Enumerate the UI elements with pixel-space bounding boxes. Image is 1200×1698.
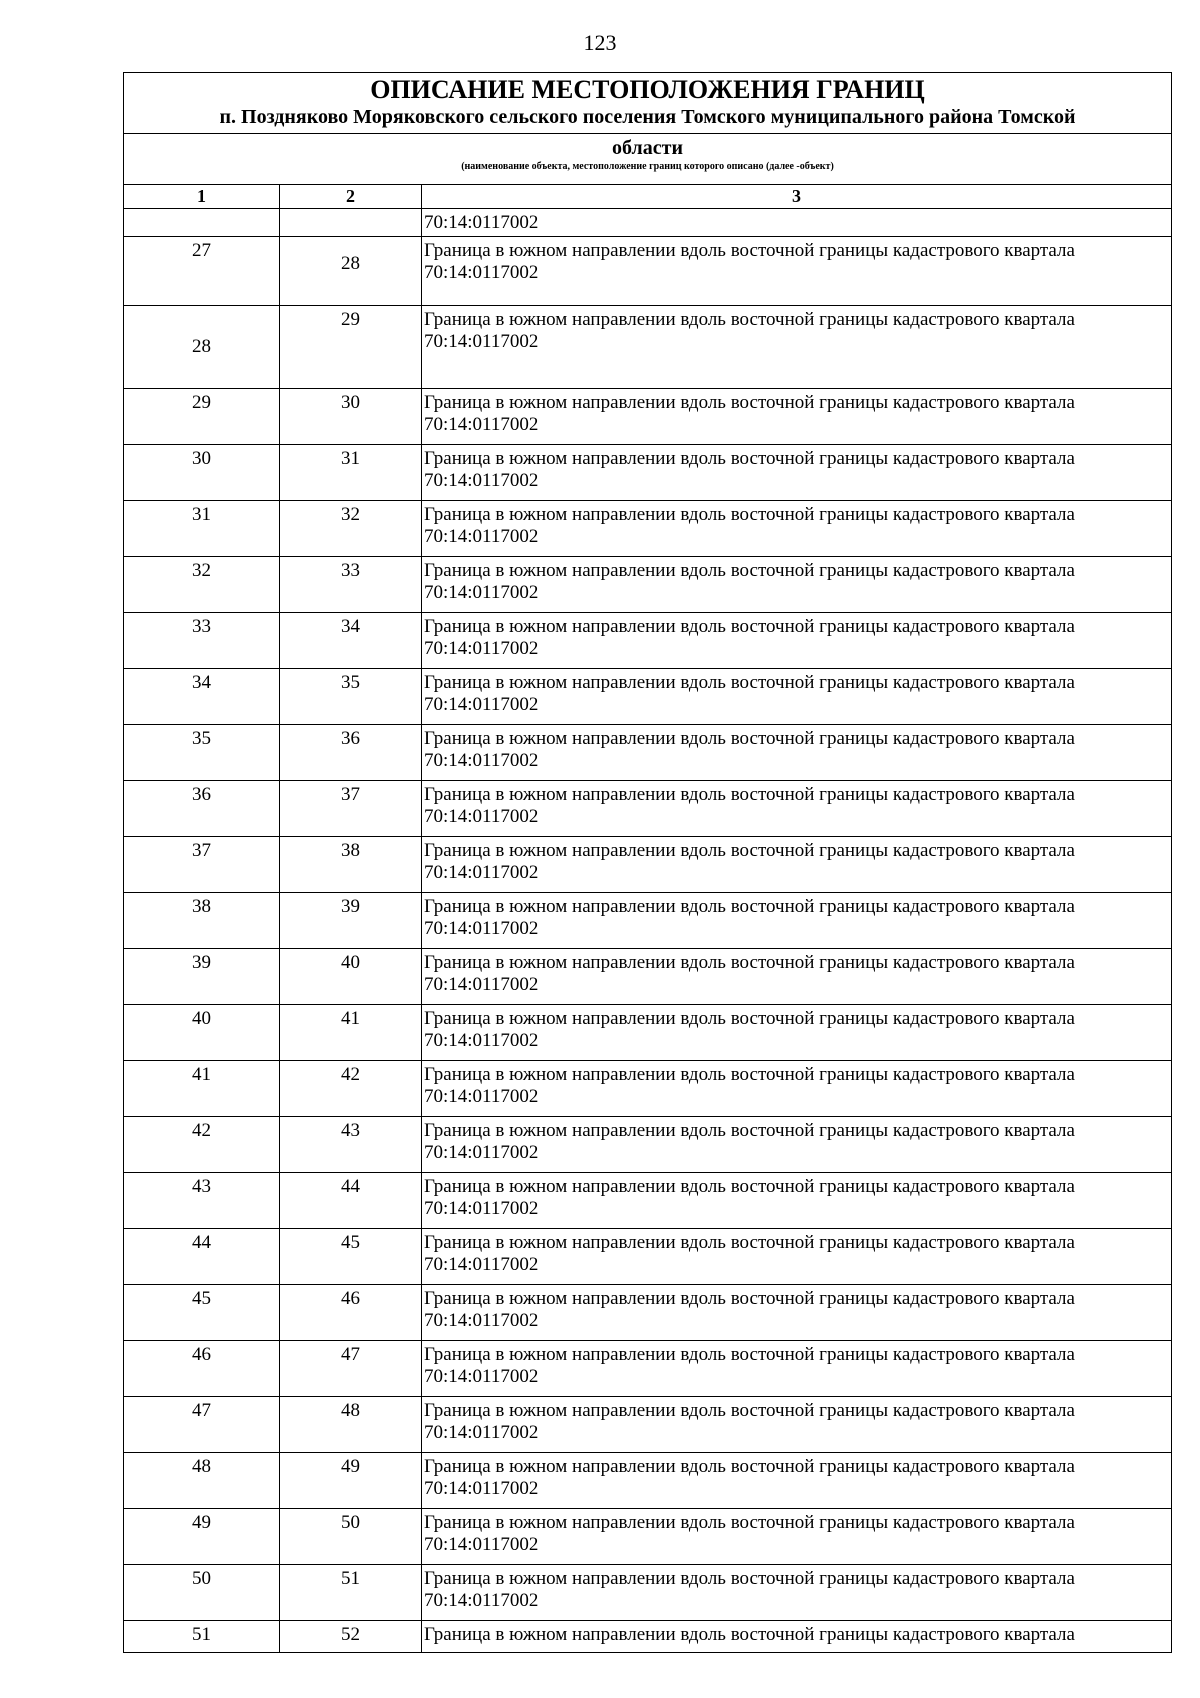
table-row [124,781,1172,837]
table-row [124,501,1172,557]
object-cell [124,134,1172,185]
table-row [124,669,1172,725]
point-from-cell: 44 [124,1229,280,1285]
table-row [124,1061,1172,1117]
boundary-description-cell [422,669,1172,725]
description-line1: Граница в южном направлении вдоль восточной границы кадастрового квартала [424,1400,1075,1421]
boundary-description-cell [422,306,1172,389]
boundary-description-cell [422,781,1172,837]
description-line1: Граница в южном направлении вдоль восточной границы кадастрового квартала [424,1568,1075,1589]
boundary-description-cell [422,949,1172,1005]
boundary-description-cell [422,557,1172,613]
point-from-cell: 36 [124,781,280,837]
point-to-cell: 36 [280,725,422,781]
table-row [124,949,1172,1005]
point-to-cell: 43 [280,1117,422,1173]
point-from-cell: 32 [124,557,280,613]
table-row [124,1453,1172,1509]
point-to-cell: 45 [280,1229,422,1285]
title-cell [124,73,1172,134]
point-to-cell: 32 [280,501,422,557]
boundary-description-cell [422,1229,1172,1285]
point-to-cell: 40 [280,949,422,1005]
continued-col2 [280,209,422,237]
cadastral-number: 70:14:0117002 [424,470,539,491]
description-line1: Граница в южном направлении вдоль восточной границы кадастрового квартала [424,1008,1075,1029]
cadastral-number: 70:14:0117002 [424,1310,539,1331]
boundary-description-cell [422,1173,1172,1229]
title-row [124,73,1172,134]
column-header-1: 1 [124,185,280,209]
description-line1: Граница в южном направлении вдоль восточной границы кадастрового квартала [424,560,1075,581]
boundary-description-cell [422,445,1172,501]
boundary-description-cell [422,501,1172,557]
boundary-description-cell [422,1061,1172,1117]
cadastral-number: 70:14:0117002 [424,1030,539,1051]
point-from-cell: 29 [124,389,280,445]
table-row [124,613,1172,669]
table-row [124,893,1172,949]
description-line1: Граница в южном направлении вдоль восточной границы кадастрового квартала [424,1120,1075,1141]
table-row [124,1285,1172,1341]
table-row [124,557,1172,613]
description-line1: Граница в южном направлении вдоль восточной границы кадастрового квартала [424,1232,1075,1253]
cadastral-number: 70:14:0117002 [424,582,539,603]
boundary-description-cell [422,1621,1172,1653]
point-to-cell: 50 [280,1509,422,1565]
point-from-cell: 48 [124,1453,280,1509]
point-from-cell: 39 [124,949,280,1005]
place-name-line2: области [612,137,683,159]
table-row [124,1173,1172,1229]
cadastral-number: 70:14:0117002 [424,1366,539,1387]
table-row [124,1117,1172,1173]
continued-col1 [124,209,280,237]
object-note: (наименование объекта, местоположение границ которого описано (далее -объект) [461,161,834,172]
point-from-cell: 51 [124,1621,280,1653]
table-row [124,1341,1172,1397]
boundary-description-cell [422,893,1172,949]
point-to-cell: 52 [280,1621,422,1653]
boundary-description-table [123,72,1172,1653]
cadastral-number: 70:14:0117002 [424,331,539,352]
cadastral-number: 70:14:0117002 [424,750,539,771]
description-line1: Граница в южном направлении вдоль восточной границы кадастрового квартала [424,728,1075,749]
cadastral-number: 70:14:0117002 [424,262,539,283]
description-line1: Граница в южном направлении вдоль восточной границы кадастрового квартала [424,784,1075,805]
point-to-cell: 34 [280,613,422,669]
point-from-cell: 43 [124,1173,280,1229]
description-line1: Граница в южном направлении вдоль восточной границы кадастрового квартала [424,1176,1075,1197]
continued-text: 70:14:0117002 [422,209,1172,237]
table-row [124,725,1172,781]
point-to-cell: 51 [280,1565,422,1621]
point-to-cell: 42 [280,1061,422,1117]
description-line1: Граница в южном направлении вдоль восточной границы кадастрового квартала [424,309,1075,330]
point-to-cell: 37 [280,781,422,837]
point-from-cell: 35 [124,725,280,781]
description-line1: Граница в южном направлении вдоль восточной границы кадастрового квартала [424,240,1075,261]
cadastral-number: 70:14:0117002 [424,1590,539,1611]
column-header-row [124,185,1172,209]
point-from-cell: 31 [124,501,280,557]
place-name-line1: п. Поздняково Моряковского сельского поселения Томского муниципального района Томской [219,106,1076,128]
point-from-cell: 50 [124,1565,280,1621]
point-from-cell: 45 [124,1285,280,1341]
cadastral-number: 70:14:0117002 [424,1198,539,1219]
point-to-cell: 44 [280,1173,422,1229]
table-row [124,1005,1172,1061]
document-title: ОПИСАНИЕ МЕСТОПОЛОЖЕНИЯ ГРАНИЦ [370,75,925,104]
description-line1: Граница в южном направлении вдоль восточной границы кадастрового квартала [424,952,1075,973]
table-row [124,837,1172,893]
description-line1: Граница в южном направлении вдоль восточной границы кадастрового квартала [424,1288,1075,1309]
table-row [124,306,1172,389]
description-line1: Граница в южном направлении вдоль восточной границы кадастрового квартала [424,840,1075,861]
cadastral-number: 70:14:0117002 [424,1478,539,1499]
point-to-cell: 31 [280,445,422,501]
boundary-description-cell [422,1285,1172,1341]
boundary-description-cell [422,1453,1172,1509]
point-to-cell: 30 [280,389,422,445]
description-line1: Граница в южном направлении вдоль восточной границы кадастрового квартала [424,1064,1075,1085]
point-from-cell: 40 [124,1005,280,1061]
point-to-cell: 46 [280,1285,422,1341]
table-row [124,1509,1172,1565]
point-to-cell: 47 [280,1341,422,1397]
table-row [124,237,1172,306]
boundary-description-cell [422,837,1172,893]
point-to-cell: 41 [280,1005,422,1061]
table-row [124,445,1172,501]
table-row [124,1621,1172,1653]
description-line1: Граница в южном направлении вдоль восточной границы кадастрового квартала [424,672,1075,693]
point-from-cell: 27 [124,237,280,306]
cadastral-number: 70:14:0117002 [424,1086,539,1107]
point-from-cell: 28 [124,306,280,389]
page-number: 123 [583,30,617,55]
description-line1: Граница в южном направлении вдоль восточной границы кадастрового квартала [424,448,1075,469]
description-line1: Граница в южном направлении вдоль восточной границы кадастрового квартала [424,1456,1075,1477]
column-header-2: 2 [280,185,422,209]
cadastral-number: 70:14:0117002 [424,638,539,659]
point-to-cell: 33 [280,557,422,613]
cadastral-number: 70:14:0117002 [424,1422,539,1443]
point-from-cell: 34 [124,669,280,725]
cadastral-number: 70:14:0117002 [424,414,539,435]
point-from-cell: 47 [124,1397,280,1453]
point-to-cell: 38 [280,837,422,893]
point-from-cell: 49 [124,1509,280,1565]
boundary-description-cell [422,389,1172,445]
point-to-cell: 29 [280,306,422,389]
point-to-cell: 39 [280,893,422,949]
description-line1: Граница в южном направлении вдоль восточной границы кадастрового квартала [424,392,1075,413]
point-from-cell: 33 [124,613,280,669]
object-row [124,134,1172,185]
cadastral-number: 70:14:0117002 [424,694,539,715]
table-row [124,1229,1172,1285]
table-row [124,1397,1172,1453]
point-from-cell: 30 [124,445,280,501]
description-line1: Граница в южном направлении вдоль восточной границы кадастрового квартала [424,616,1075,637]
point-to-cell: 28 [280,237,422,306]
boundary-description-cell [422,1117,1172,1173]
cadastral-number: 70:14:0117002 [424,526,539,547]
column-header-3: 3 [422,185,1172,209]
boundary-description-cell [422,1341,1172,1397]
point-from-cell: 37 [124,837,280,893]
point-to-cell: 48 [280,1397,422,1453]
point-from-cell: 46 [124,1341,280,1397]
boundary-description-cell [422,725,1172,781]
cadastral-number: 70:14:0117002 [424,806,539,827]
description-line1: Граница в южном направлении вдоль восточной границы кадастрового квартала [424,1512,1075,1533]
point-from-cell: 42 [124,1117,280,1173]
point-from-cell: 41 [124,1061,280,1117]
boundary-description-cell [422,237,1172,306]
boundary-description-cell [422,1565,1172,1621]
table-row [124,389,1172,445]
cadastral-number: 70:14:0117002 [424,918,539,939]
point-to-cell: 49 [280,1453,422,1509]
description-line1: Граница в южном направлении вдоль восточной границы кадастрового квартала [424,896,1075,917]
boundary-description-cell [422,1509,1172,1565]
description-line1: Граница в южном направлении вдоль восточной границы кадастрового квартала [424,1344,1075,1365]
table-row [124,1565,1172,1621]
boundary-description-cell [422,613,1172,669]
boundary-description-cell [422,1397,1172,1453]
point-to-cell: 35 [280,669,422,725]
point-from-cell: 38 [124,893,280,949]
continued-row [124,209,1172,237]
cadastral-number: 70:14:0117002 [424,1534,539,1555]
description-line1: Граница в южном направлении вдоль восточной границы кадастрового квартала [424,504,1075,525]
cadastral-number: 70:14:0117002 [424,1254,539,1275]
cadastral-number: 70:14:0117002 [424,974,539,995]
cadastral-number: 70:14:0117002 [424,1142,539,1163]
description-line1: Граница в южном направлении вдоль восточной границы кадастрового квартала [424,1624,1075,1645]
cadastral-number: 70:14:0117002 [424,862,539,883]
boundary-description-cell [422,1005,1172,1061]
